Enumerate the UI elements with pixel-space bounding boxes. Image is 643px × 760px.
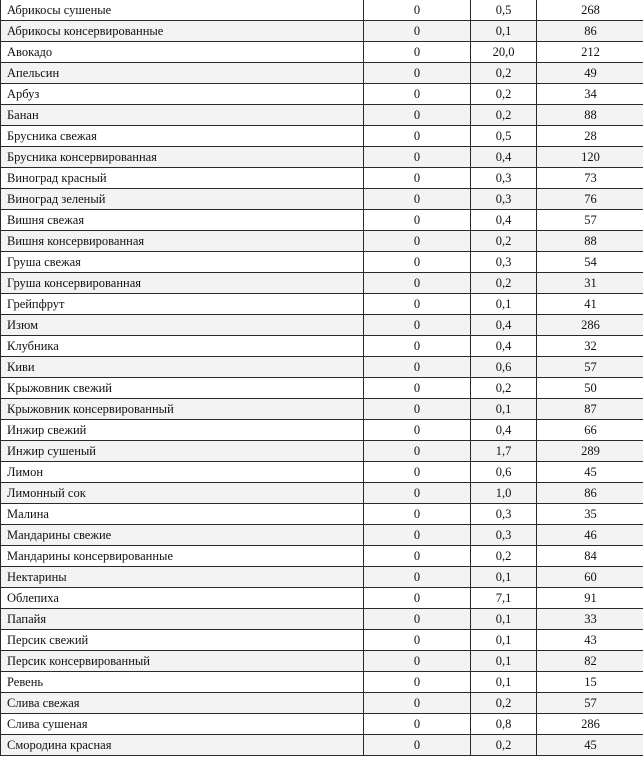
value-cell-1: 0 (364, 525, 471, 546)
value-cell-3: 73 (537, 168, 643, 189)
value-cell-1: 0 (364, 441, 471, 462)
value-cell-2: 0,1 (471, 21, 537, 42)
value-cell-2: 0,4 (471, 210, 537, 231)
product-name-cell: Арбуз (1, 84, 364, 105)
product-name-cell: Изюм (1, 315, 364, 336)
table-row (1, 546, 643, 567)
value-cell-2: 0,4 (471, 336, 537, 357)
value-cell-2: 0,1 (471, 672, 537, 693)
value-cell-1: 0 (364, 189, 471, 210)
value-cell-3: 41 (537, 294, 643, 315)
product-name-cell: Авокадо (1, 42, 364, 63)
value-cell-1: 0 (364, 735, 471, 756)
product-name-cell: Груша консервированная (1, 273, 364, 294)
value-cell-1: 0 (364, 336, 471, 357)
value-cell-1: 0 (364, 546, 471, 567)
table-row (1, 84, 643, 105)
value-cell-2: 0,3 (471, 525, 537, 546)
value-cell-2: 0,2 (471, 84, 537, 105)
value-cell-2: 0,6 (471, 462, 537, 483)
value-cell-1: 0 (364, 357, 471, 378)
table-row (1, 126, 643, 147)
value-cell-2: 0,5 (471, 126, 537, 147)
product-name-cell: Малина (1, 504, 364, 525)
table-row (1, 567, 643, 588)
value-cell-3: 86 (537, 21, 643, 42)
value-cell-3: 46 (537, 525, 643, 546)
value-cell-1: 0 (364, 252, 471, 273)
value-cell-2: 20,0 (471, 42, 537, 63)
product-name-cell: Лимонный сок (1, 483, 364, 504)
value-cell-1: 0 (364, 714, 471, 735)
value-cell-3: 289 (537, 441, 643, 462)
value-cell-1: 0 (364, 84, 471, 105)
value-cell-3: 120 (537, 147, 643, 168)
value-cell-3: 15 (537, 672, 643, 693)
product-name-cell: Груша свежая (1, 252, 364, 273)
value-cell-3: 43 (537, 630, 643, 651)
table-row (1, 651, 643, 672)
value-cell-3: 34 (537, 84, 643, 105)
product-name-cell: Крыжовник свежий (1, 378, 364, 399)
table-row (1, 462, 643, 483)
table-row (1, 525, 643, 546)
table-row (1, 336, 643, 357)
value-cell-1: 0 (364, 420, 471, 441)
table-row (1, 357, 643, 378)
value-cell-1: 0 (364, 147, 471, 168)
value-cell-2: 0,3 (471, 168, 537, 189)
table-row (1, 714, 643, 735)
product-name-cell: Инжир сушеный (1, 441, 364, 462)
value-cell-2: 1,7 (471, 441, 537, 462)
value-cell-1: 0 (364, 273, 471, 294)
product-name-cell: Персик консервированный (1, 651, 364, 672)
value-cell-3: 31 (537, 273, 643, 294)
table-row (1, 294, 643, 315)
table-row (1, 399, 643, 420)
value-cell-3: 268 (537, 0, 643, 21)
value-cell-3: 32 (537, 336, 643, 357)
value-cell-1: 0 (364, 483, 471, 504)
value-cell-3: 57 (537, 210, 643, 231)
value-cell-1: 0 (364, 630, 471, 651)
product-name-cell: Апельсин (1, 63, 364, 84)
value-cell-2: 0,3 (471, 504, 537, 525)
product-name-cell: Абрикосы сушеные (1, 0, 364, 21)
value-cell-2: 0,1 (471, 294, 537, 315)
value-cell-1: 0 (364, 315, 471, 336)
table-row (1, 273, 643, 294)
value-cell-3: 66 (537, 420, 643, 441)
value-cell-1: 0 (364, 504, 471, 525)
value-cell-1: 0 (364, 567, 471, 588)
value-cell-1: 0 (364, 42, 471, 63)
value-cell-2: 0,4 (471, 420, 537, 441)
value-cell-1: 0 (364, 0, 471, 21)
table-row (1, 672, 643, 693)
product-name-cell: Вишня свежая (1, 210, 364, 231)
table-row (1, 189, 643, 210)
value-cell-3: 28 (537, 126, 643, 147)
value-cell-3: 87 (537, 399, 643, 420)
value-cell-3: 82 (537, 651, 643, 672)
value-cell-3: 49 (537, 63, 643, 84)
table-row (1, 168, 643, 189)
value-cell-3: 57 (537, 693, 643, 714)
value-cell-3: 45 (537, 462, 643, 483)
table-row (1, 231, 643, 252)
value-cell-2: 0,1 (471, 651, 537, 672)
value-cell-2: 0,2 (471, 735, 537, 756)
product-name-cell: Ревень (1, 672, 364, 693)
table-row (1, 483, 643, 504)
table-row (1, 693, 643, 714)
value-cell-3: 84 (537, 546, 643, 567)
value-cell-1: 0 (364, 378, 471, 399)
table-row (1, 147, 643, 168)
table-row (1, 315, 643, 336)
table-row (1, 441, 643, 462)
value-cell-1: 0 (364, 210, 471, 231)
value-cell-1: 0 (364, 63, 471, 84)
product-name-cell: Брусника консервированная (1, 147, 364, 168)
table-row (1, 630, 643, 651)
product-name-cell: Абрикосы консервированные (1, 21, 364, 42)
product-name-cell: Банан (1, 105, 364, 126)
value-cell-2: 0,2 (471, 693, 537, 714)
table-row (1, 0, 643, 21)
value-cell-2: 0,2 (471, 378, 537, 399)
value-cell-2: 0,3 (471, 189, 537, 210)
product-name-cell: Персик свежий (1, 630, 364, 651)
value-cell-2: 0,5 (471, 0, 537, 21)
value-cell-3: 286 (537, 315, 643, 336)
value-cell-3: 86 (537, 483, 643, 504)
value-cell-1: 0 (364, 651, 471, 672)
value-cell-2: 0,6 (471, 357, 537, 378)
value-cell-3: 60 (537, 567, 643, 588)
table-row (1, 588, 643, 609)
value-cell-2: 0,1 (471, 609, 537, 630)
table-row (1, 105, 643, 126)
value-cell-3: 91 (537, 588, 643, 609)
value-cell-3: 76 (537, 189, 643, 210)
value-cell-2: 0,2 (471, 105, 537, 126)
value-cell-1: 0 (364, 231, 471, 252)
value-cell-1: 0 (364, 105, 471, 126)
product-name-cell: Слива свежая (1, 693, 364, 714)
table-body (1, 0, 643, 756)
table-row (1, 735, 643, 756)
value-cell-1: 0 (364, 126, 471, 147)
value-cell-1: 0 (364, 693, 471, 714)
value-cell-2: 0,8 (471, 714, 537, 735)
value-cell-1: 0 (364, 588, 471, 609)
value-cell-1: 0 (364, 294, 471, 315)
value-cell-3: 54 (537, 252, 643, 273)
value-cell-3: 33 (537, 609, 643, 630)
value-cell-2: 1,0 (471, 483, 537, 504)
value-cell-3: 45 (537, 735, 643, 756)
product-name-cell: Вишня консервированная (1, 231, 364, 252)
product-name-cell: Папайя (1, 609, 364, 630)
value-cell-2: 0,2 (471, 546, 537, 567)
product-name-cell: Виноград зеленый (1, 189, 364, 210)
table-row (1, 420, 643, 441)
value-cell-2: 0,4 (471, 147, 537, 168)
product-name-cell: Смородина красная (1, 735, 364, 756)
product-name-cell: Виноград красный (1, 168, 364, 189)
table-row (1, 504, 643, 525)
value-cell-1: 0 (364, 609, 471, 630)
value-cell-2: 0,2 (471, 273, 537, 294)
product-name-cell: Брусника свежая (1, 126, 364, 147)
value-cell-2: 0,4 (471, 315, 537, 336)
value-cell-3: 88 (537, 105, 643, 126)
value-cell-2: 0,1 (471, 567, 537, 588)
value-cell-3: 35 (537, 504, 643, 525)
value-cell-1: 0 (364, 168, 471, 189)
value-cell-3: 50 (537, 378, 643, 399)
product-name-cell: Нектарины (1, 567, 364, 588)
value-cell-2: 0,1 (471, 630, 537, 651)
value-cell-1: 0 (364, 399, 471, 420)
value-cell-2: 7,1 (471, 588, 537, 609)
value-cell-2: 0,3 (471, 252, 537, 273)
table-row (1, 42, 643, 63)
product-name-cell: Киви (1, 357, 364, 378)
table-row (1, 252, 643, 273)
value-cell-1: 0 (364, 462, 471, 483)
product-name-cell: Грейпфрут (1, 294, 364, 315)
value-cell-3: 57 (537, 357, 643, 378)
value-cell-3: 88 (537, 231, 643, 252)
value-cell-2: 0,2 (471, 231, 537, 252)
table-row (1, 609, 643, 630)
product-name-cell: Слива сушеная (1, 714, 364, 735)
product-name-cell: Клубника (1, 336, 364, 357)
product-name-cell: Мандарины консервированные (1, 546, 364, 567)
value-cell-3: 212 (537, 42, 643, 63)
value-cell-1: 0 (364, 21, 471, 42)
product-name-cell: Мандарины свежие (1, 525, 364, 546)
table-row (1, 63, 643, 84)
value-cell-1: 0 (364, 672, 471, 693)
product-name-cell: Инжир свежий (1, 420, 364, 441)
product-name-cell: Облепиха (1, 588, 364, 609)
value-cell-2: 0,1 (471, 399, 537, 420)
table-row (1, 210, 643, 231)
value-cell-3: 286 (537, 714, 643, 735)
table-row (1, 378, 643, 399)
product-name-cell: Лимон (1, 462, 364, 483)
product-name-cell: Крыжовник консервированный (1, 399, 364, 420)
value-cell-2: 0,2 (471, 63, 537, 84)
table-row (1, 21, 643, 42)
